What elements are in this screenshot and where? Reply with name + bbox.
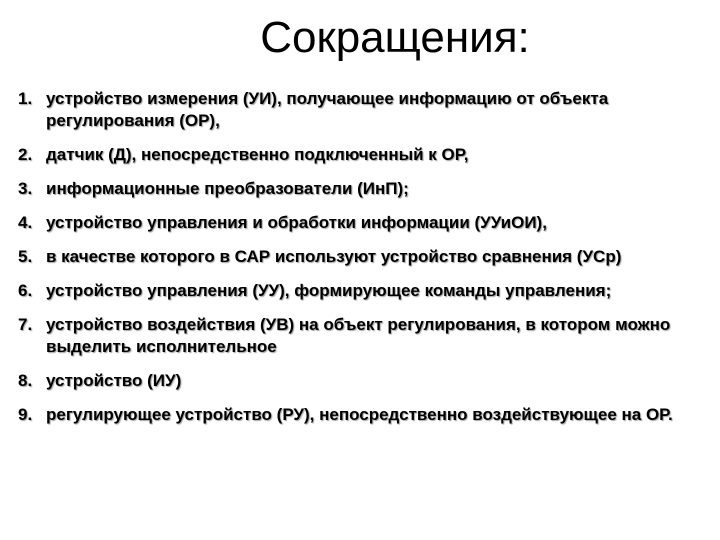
list-item-text: устройство измерения (УИ), получающее информацию от объекта регулирования (ОР), <box>46 89 609 130</box>
slide-title: Сокращения: <box>260 13 530 62</box>
list-item-number: 6. <box>18 281 33 300</box>
list-item-text: устройство управления и обработки информации (УУиОИ), <box>46 213 547 232</box>
list-item-text: в качестве которого в САР используют устройство сравнения (УСр) <box>46 247 622 266</box>
list-item-number: 7. <box>18 315 33 334</box>
list-item <box>18 314 708 358</box>
list-item-number: 1. <box>18 89 33 108</box>
abbreviation-list <box>18 88 708 438</box>
list-item-number: 4. <box>18 213 33 232</box>
list-item-text: датчик (Д), непосредственно подключенный к ОР, <box>46 145 469 164</box>
list-item <box>18 212 708 234</box>
list-item-number: 2. <box>18 145 33 164</box>
list-item <box>18 178 708 200</box>
list-item <box>18 280 708 302</box>
list-item-text: информационные преобразователи (ИнП); <box>46 179 409 198</box>
list-item-text: устройство (ИУ) <box>46 371 182 390</box>
list-item <box>18 404 708 426</box>
list-item-text: устройство воздействия (УВ) на объект регулирования, в котором можно выделить исполнительное <box>46 315 671 356</box>
list-item-text: устройство управления (УУ), формирующее команды управления; <box>46 281 612 300</box>
list-item-number: 9. <box>18 405 33 424</box>
list-item <box>18 88 708 132</box>
list-item <box>18 246 708 268</box>
list-item <box>18 144 708 166</box>
list-item-text: регулирующее устройство (РУ), непосредственно воздействующее на ОР. <box>46 405 673 424</box>
list-item-number: 5. <box>18 247 33 266</box>
list-item-number: 3. <box>18 179 33 198</box>
list-item <box>18 370 708 392</box>
list-item-number: 8. <box>18 371 33 390</box>
